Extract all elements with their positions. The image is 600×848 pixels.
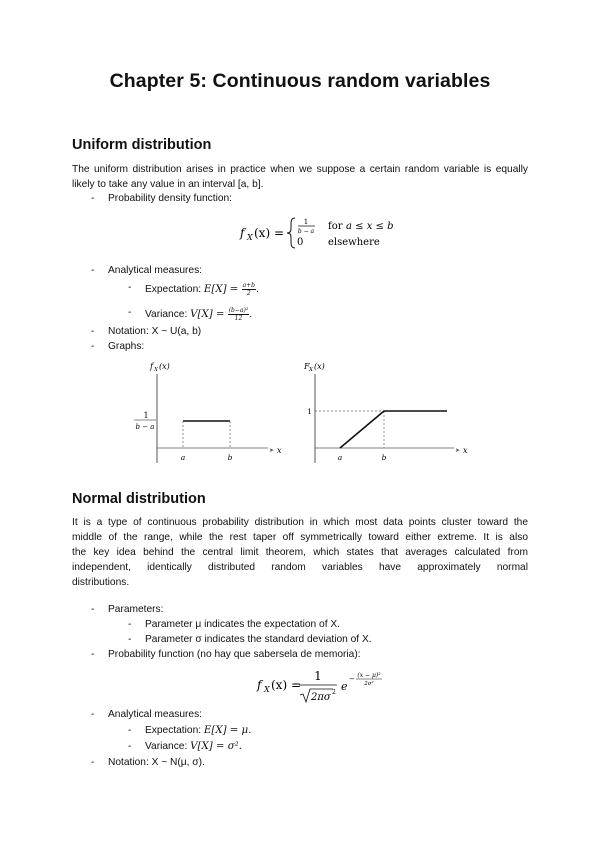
normal-intro-line-3: the key idea behind the central limit theorem, which states that averages calculated from (72, 547, 528, 558)
variance-den: 12 (234, 315, 243, 322)
list-item-pdf: - Probability density function: (91, 193, 233, 204)
normal-pdf-formula (253, 664, 393, 706)
uniform-intro: The uniform distribution arises in practice when we suppose a certain random variable is equally likely to take any value in an interval [a, b]. (72, 164, 528, 190)
list-item-analytical: - Analytical measures: (91, 265, 202, 276)
cdf-graph-ylabel-sub: X (309, 367, 313, 373)
formula-exp-sign: − (349, 675, 355, 683)
case2-cond: elsewhere (328, 237, 380, 248)
normal-intro-line-1: It is a type of continuous probability distribution in which most data points cluster toward the (72, 517, 528, 528)
cdf-graph-tick-a: a (337, 453, 343, 462)
normal-intro (72, 515, 528, 590)
list-item-normal-expectation: - Expectation: E[X] = μ. (128, 725, 252, 736)
formula-lhs-sub: X (264, 685, 270, 694)
uniform-pdf-graph (128, 356, 288, 464)
list-item-normal-notation: - Notation: X ~ N(μ, σ). (91, 757, 205, 768)
cdf-graph-yvalue: 1 (307, 407, 312, 416)
variance-label: Variance: (145, 309, 191, 321)
cdf-graph-x-arrow: ➤ (455, 447, 461, 454)
list-item-parameters: - Parameters: (91, 604, 164, 615)
list-item-variance: - Variance: V[X] = $\frac{\text{(b−a)²}}{12}$ . (128, 307, 253, 322)
list-item-graphs: - Graphs: (91, 341, 145, 352)
normal-variance-math: V[X] = σ². (190, 741, 242, 752)
list-item-param-sigma: - Parameter σ indicates the standard deviation of X. (128, 634, 372, 645)
formula-lhs-arg: (x) = (254, 226, 284, 240)
probability-label: Probability function (no hay que sabersela de memoria): (108, 649, 361, 660)
formula-lhs-arg: (x) = (271, 678, 301, 692)
cdf-graph-tick-b: b (381, 453, 387, 462)
normal-expectation-math: E[X] = μ. (203, 725, 252, 736)
formula-num: 1 (314, 669, 322, 683)
uniform-heading: Uniform distribution (72, 137, 212, 153)
pdf-graph-x-arrow: ➤ (269, 447, 275, 454)
pdf-graph-ylabel-sub: X (154, 367, 158, 373)
formula-lhs-f: f (240, 226, 245, 240)
pdf-graph-yvalue-num: 1 (143, 411, 149, 420)
normal-intro-line-4: independent, identically distributed random variables have approximately normal (72, 562, 528, 573)
normal-heading: Normal distribution (72, 491, 206, 507)
list-item-normal-variance: - Variance: V[X] = σ². (128, 741, 242, 752)
cdf-graph-curve (340, 411, 447, 448)
uniform-pdf-formula (236, 213, 416, 253)
normal-expectation-label: Expectation: (145, 725, 204, 736)
param-sigma-text: Parameter σ indicates the standard deviation of X. (145, 634, 372, 645)
list-item-expectation: - Expectation: E[X] = $\frac{a+b}{2}$ . (128, 282, 259, 297)
expectation-lhs: E[X] = (203, 284, 242, 296)
pdf-graph-ylabel: f (150, 362, 153, 371)
normal-variance-label: Variance: (145, 741, 191, 752)
pdf-graph-xlabel: x (277, 446, 282, 455)
normal-notation: Notation: X ~ N(μ, σ). (108, 757, 205, 768)
variance-fraction (228, 307, 250, 322)
cdf-graph-ylabel-arg: (x) (314, 362, 325, 371)
formula-den-root: 2πσ (311, 692, 331, 703)
pdf-graph-tick-a: a (180, 453, 186, 462)
normal-intro-line-5: distributions. (72, 577, 130, 588)
case2-value: 0 (297, 237, 304, 248)
normal-analytical-label: Analytical measures: (108, 709, 202, 720)
case1-den: b − a (297, 228, 315, 235)
page-title: Chapter 5: Continuous random variables (109, 70, 491, 92)
analytical-label: Analytical measures: (108, 265, 202, 276)
list-item-notation: - Notation: X ~ U(a, b) (91, 326, 202, 337)
pdf-graph-tick-b: b (227, 453, 233, 462)
formula-lhs-f: f (257, 678, 262, 692)
expectation-label: Expectation: (145, 284, 204, 296)
param-mu-text: Parameter μ indicates the expectation of X. (145, 619, 341, 630)
variance-lhs: V[X] = (190, 309, 228, 321)
uniform-notation: Notation: X ~ U(a, b) (108, 326, 202, 337)
list-item-probability: - Probability function (no hay que sabersela de memoria): (91, 649, 361, 660)
formula-e: e (341, 680, 348, 693)
list-item-normal-analytical: - Analytical measures: (91, 709, 202, 720)
pdf-graph-ylabel-arg: (x) (159, 362, 170, 371)
variance-num: (b−a)² (228, 307, 249, 314)
expectation-fraction (242, 282, 256, 297)
cdf-graph-ylabel: F (304, 362, 310, 371)
graphs-label: Graphs: (108, 341, 145, 352)
pdf-graph-yvalue-den: b − a (135, 423, 155, 431)
expectation-den: 2 (246, 290, 251, 297)
case1-cond: a ≤ x ≤ b (346, 221, 394, 232)
formula-brace (287, 218, 295, 248)
case1-num: 1 (303, 218, 309, 226)
parameters-label: Parameters: (108, 604, 164, 615)
formula-exp-num: (x − μ)² (357, 672, 381, 679)
expectation-num: a+b (242, 282, 256, 289)
cdf-graph-xlabel: x (463, 446, 468, 455)
pdf-label: Probability density function: (108, 193, 233, 204)
formula-den-exp: 2 (332, 689, 336, 696)
case1-cond-prefix: for (328, 221, 343, 232)
normal-intro-line-2: middle of the range, while the rest taper off symmetrically toward either extreme. It is also (72, 532, 528, 543)
formula-exp-den: 2σ² (364, 681, 374, 687)
list-item-param-mu: - Parameter μ indicates the expectation of X. (128, 619, 341, 630)
formula-lhs-sub: X (247, 233, 253, 242)
uniform-cdf-graph (298, 356, 472, 464)
